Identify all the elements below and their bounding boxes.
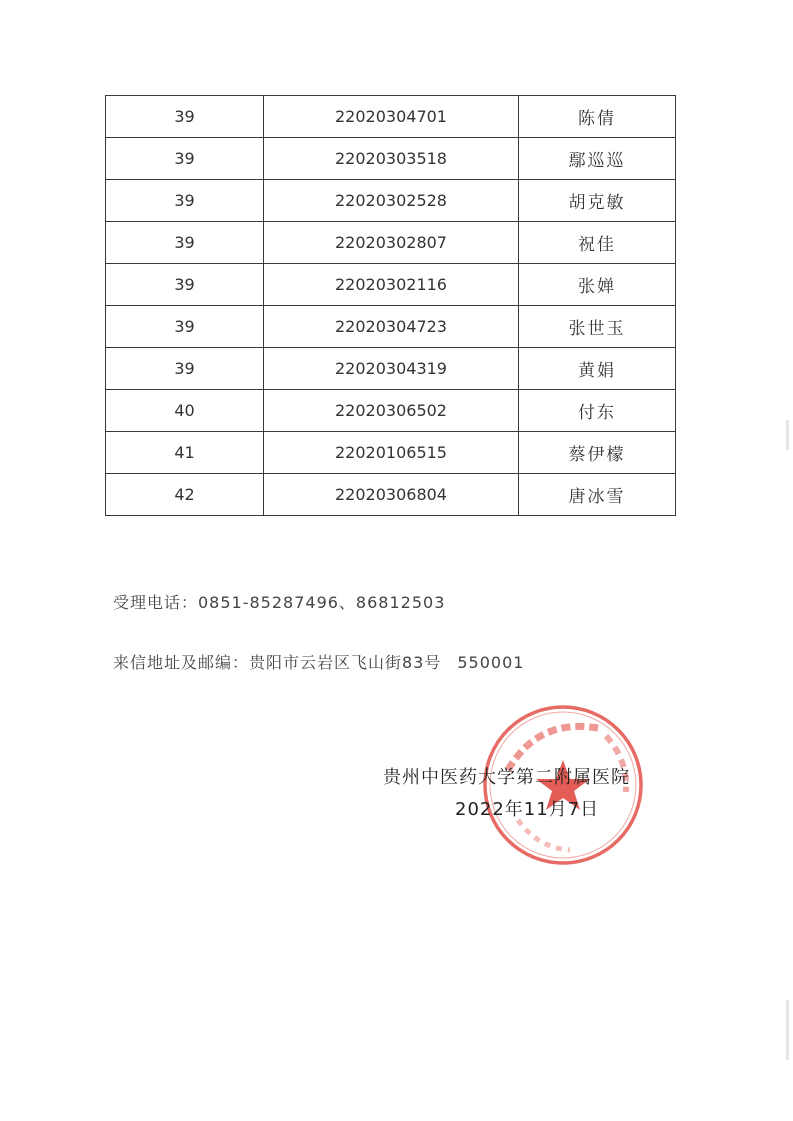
name-cell: 祝佳 [519, 222, 676, 264]
table-row [106, 264, 676, 306]
exam-id-cell: 22020302807 [264, 222, 519, 264]
exam-id-cell: 22020302528 [264, 180, 519, 222]
score-cell: 41 [106, 432, 264, 474]
exam-id-cell: 22020106515 [264, 432, 519, 474]
table-row [106, 180, 676, 222]
table-row [106, 432, 676, 474]
signing-date: 2022年11月7日 [455, 799, 600, 820]
contact-phone: 受理电话：0851-85287496、86812503 [113, 593, 446, 612]
name-cell: 鄢巡巡 [519, 138, 676, 180]
score-cell: 39 [106, 96, 264, 138]
exam-id-cell: 22020302116 [264, 264, 519, 306]
results-table [105, 95, 676, 516]
name-cell: 黄娟 [519, 348, 676, 390]
scan-edge-mark [786, 420, 789, 450]
score-cell: 39 [106, 348, 264, 390]
name-cell: 付东 [519, 390, 676, 432]
table-row [106, 96, 676, 138]
name-cell: 张世玉 [519, 306, 676, 348]
name-cell: 张婵 [519, 264, 676, 306]
contact-postcode: 550001 [457, 653, 525, 672]
name-cell: 唐冰雪 [519, 474, 676, 516]
score-cell: 40 [106, 390, 264, 432]
table-row [106, 390, 676, 432]
name-cell: 蔡伊檬 [519, 432, 676, 474]
signing-organization: 贵州中医药大学第二附属医院 [383, 767, 630, 788]
table-row [106, 138, 676, 180]
scan-edge-mark [786, 1000, 789, 1060]
exam-id-cell: 22020304319 [264, 348, 519, 390]
contact-address: 来信地址及邮编：贵阳市云岩区飞山街83号 [113, 653, 442, 672]
table-row [106, 474, 676, 516]
score-cell: 39 [106, 138, 264, 180]
exam-id-cell: 22020304723 [264, 306, 519, 348]
score-cell: 42 [106, 474, 264, 516]
table-row [106, 306, 676, 348]
score-cell: 39 [106, 180, 264, 222]
exam-id-cell: 22020303518 [264, 138, 519, 180]
score-cell: 39 [106, 222, 264, 264]
contact-address-line [113, 650, 524, 673]
table-row [106, 348, 676, 390]
exam-id-cell: 22020304701 [264, 96, 519, 138]
name-cell: 胡克敏 [519, 180, 676, 222]
name-cell: 陈倩 [519, 96, 676, 138]
score-cell: 39 [106, 306, 264, 348]
table-row [106, 222, 676, 264]
score-cell: 39 [106, 264, 264, 306]
exam-id-cell: 22020306804 [264, 474, 519, 516]
exam-id-cell: 22020306502 [264, 390, 519, 432]
